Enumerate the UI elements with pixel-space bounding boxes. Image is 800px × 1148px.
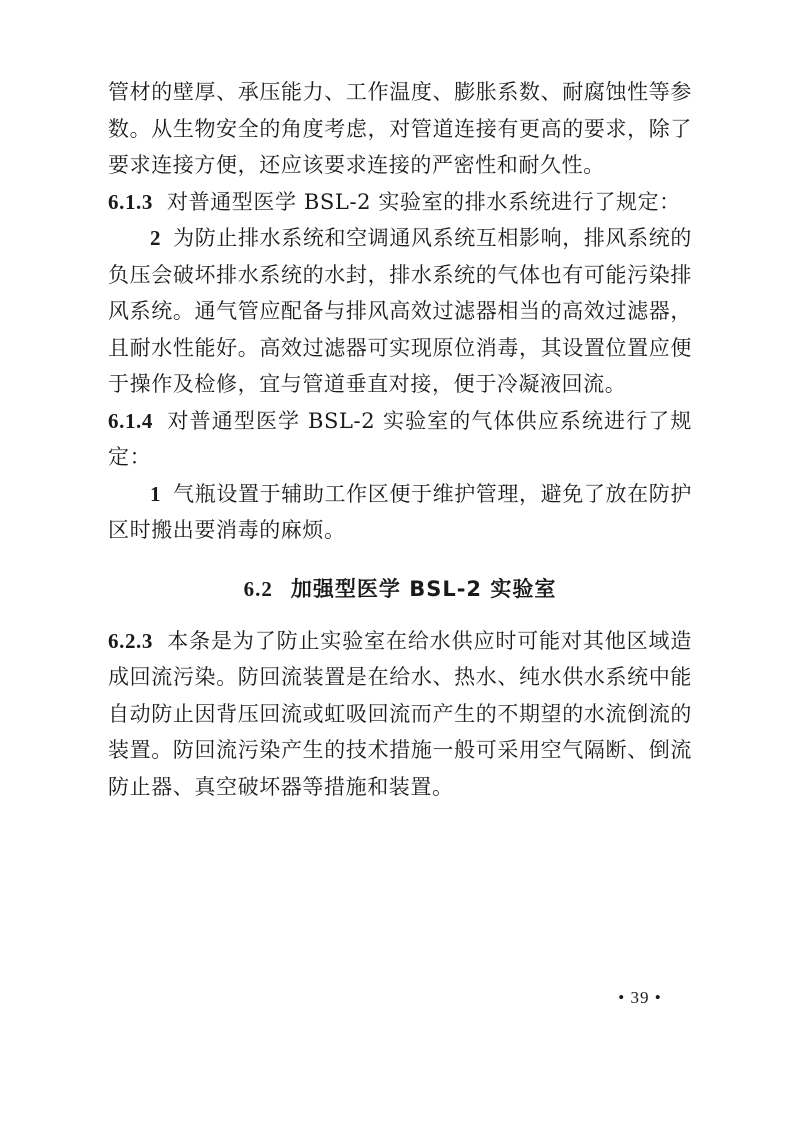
item-text: 气瓶设置于辅助工作区便于维护管理，避免了放在防护区时搬出要消毒的麻烦。 — [108, 481, 692, 542]
clause-6-1-4 — [108, 403, 692, 476]
paragraph-continuation: 管材的壁厚、承压能力、工作温度、膨胀系数、耐腐蚀性等参数。从生物安全的角度考虑，对管道连接有更高的要求，除了要求连接方便，还应该要求连接的严密性和耐久性。 — [108, 80, 692, 177]
clause-6-1-3 — [108, 184, 692, 221]
clause-6-1-3-item-2 — [108, 220, 692, 403]
clause-number: 6.1.4 — [108, 408, 153, 433]
item-text: 为防止排水系统和空调通风系统互相影响，排风系统的负压会破坏排水系统的水封，排水系统的气体也有可能污染排风系统。通气管应配备与排风高效过滤器相当的高效过滤器，且耐水性能好。高效过滤器可实现原位消毒，其设置位置应便于操作及检修，宜与管道垂直对接，便于冷凝液回流。 — [108, 226, 692, 396]
clause-text: 本条是为了防止实验室在给水供应时可能对其他区域造成回流污染。防回流装置是在给水、热水、纯水供水系统中能自动防止因背压回流或虹吸回流而产生的不期望的水流倒流的装置。防回流污染产生的技术措施一般可采用空气隔断、倒流防止器、真空破坏器等措施和装置。 — [108, 628, 692, 799]
clause-6-2-3 — [108, 623, 692, 806]
clause-text: 对普通型医学 BSL-2 实验室的气体供应系统进行了规定： — [108, 408, 692, 469]
item-number: 2 — [150, 226, 162, 250]
section-heading — [108, 571, 692, 607]
clause-6-1-4-item-1 — [108, 476, 692, 549]
section-title: 加强型医学 BSL-2 实验室 — [290, 576, 557, 601]
document-body — [108, 74, 692, 805]
clause-number: 6.1.3 — [108, 189, 153, 214]
section-number: 6.2 — [243, 576, 273, 601]
page-number: • 39 • — [618, 988, 662, 1007]
item-number: 1 — [150, 481, 162, 506]
clause-number: 6.2.3 — [108, 628, 153, 653]
clause-text: 对普通型医学 BSL-2 实验室的排水系统进行了规定： — [167, 189, 681, 214]
